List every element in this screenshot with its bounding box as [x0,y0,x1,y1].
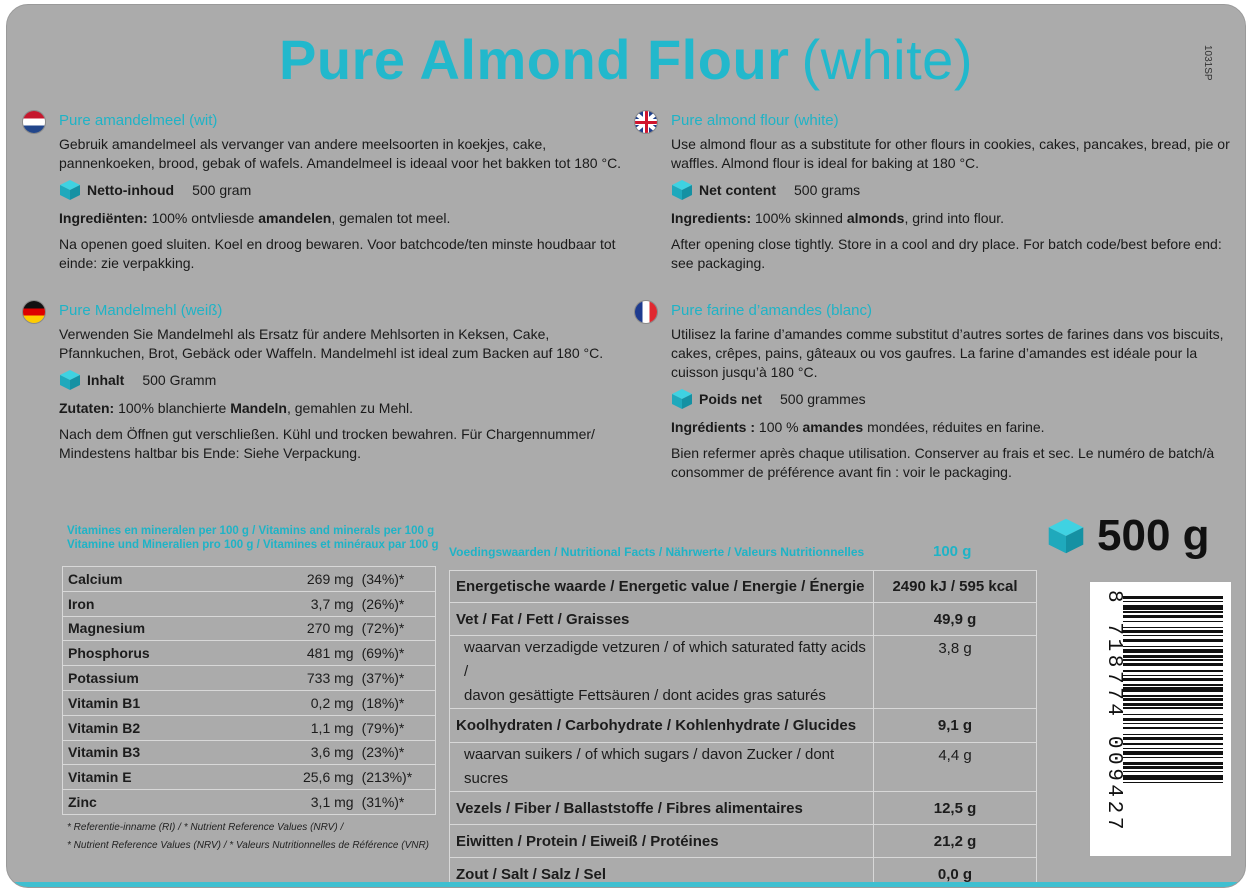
vitamin-percent: (34%)* [358,567,436,592]
product-label [6,4,1246,888]
vitamin-row [63,641,436,666]
vitamin-amount: 0,2 mg [262,690,358,715]
vitamin-percent: (31%)* [358,790,436,815]
fr-ingredients [671,418,1241,437]
nutrition-header: Voedingswaarden / Nutritional Facts / Nährwerte / Valeurs Nutritionnelles [449,545,865,559]
vitamin-amount: 3,7 mg [262,591,358,616]
salt-label: Zout / Salt / Salz / Sel [450,858,874,889]
nl-storage: Na openen goed sluiten. Koel en droog bewaren. Voor batchcode/ten minste houdbaar tot einde: zie verpakking. [59,236,616,271]
vitamin-percent: (69%)* [358,641,436,666]
flag-nl-icon [23,111,45,133]
protein-value: 21,2 g [874,825,1037,858]
de-ingredients-label: Zutaten: [59,400,115,416]
vitamin-row [63,690,436,715]
vitamin-row [63,790,436,815]
weight-value: 500 g [1097,511,1210,560]
nutrition-table [449,570,1037,888]
nutrition-row-carbs [450,709,1037,743]
nl-description: Gebruik amandelmeel als vervanger van andere meelsoorten in koekjes, cake, pannenkoeken, brood, gebak of wafels. Amandelmeel is ideaal voor het bakken tot 180 °C. [59,136,622,171]
nutrition-row-saturated [450,636,1037,709]
fat-label: Vet / Fat / Fett / Graisses [450,603,874,636]
fr-description: Utilisez la farine d’amandes comme substitut d’autres sortes de farines dans vos biscuits, cakes, crêpes, pains, gâteaux ou vos gaufres. La farine d’amandes est idéale pour la cuisson jusqu’à 180 °C. [671,326,1224,380]
saturated-label [450,636,874,709]
flag-fr-icon [635,301,657,323]
nl-ingredients-bold: amandelen [258,210,332,226]
fiber-label: Vezels / Fiber / Ballaststoffe / Fibres alimentaires [450,792,874,825]
energy-value: 2490 kJ / 595 kcal [874,571,1037,603]
vitamin-row [63,765,436,790]
en-ingredients-label: Ingredients: [671,210,752,226]
fr-title: Pure farine d’amandes (blanc) [671,302,872,319]
carbs-label: Koolhydraten / Carbohydrate / Kohlenhydrate / Glucides [450,709,874,743]
nl-content [59,180,629,200]
en-content-label: Net content [699,181,776,198]
cube-icon [1047,517,1085,555]
en-content [671,180,1241,200]
vitamin-percent: (23%)* [358,740,436,765]
section-nl [59,111,629,280]
nutrition-row-fat [450,603,1037,636]
reference-note-1: * Referentie-inname (RI) / * Nutrient Reference Values (NRV) / [67,822,344,833]
fr-ingredients-bold: amandes [802,419,864,435]
nl-title: Pure amandelmeel (wit) [59,112,218,129]
de-ingredients-bold: Mandeln [230,400,287,416]
lot-code: 1031SP [1202,45,1213,81]
vitamin-amount: 3,6 mg [262,740,358,765]
nutrition-row-sugars [450,743,1037,792]
nl-content-value: 500 gram [192,181,252,198]
saturated-value: 3,8 g [874,636,1037,709]
vitamin-name: Potassium [63,666,262,691]
vitamin-amount: 269 mg [262,567,358,592]
en-ingredients [671,209,1241,228]
fr-content-label: Poids net [699,390,763,407]
title-bold: Pure Almond Flour [279,28,790,91]
de-content-label: Inhalt [87,371,125,388]
cube-icon [59,369,81,391]
vitamin-row [63,740,436,765]
reference-note-2: * Nutrient Reference Values (NRV) / * Valeurs Nutritionnelles de Référence (VNR) [67,840,430,851]
reference-notes [67,819,429,855]
barcode-bar [1123,783,1223,786]
vitamin-row [63,567,436,592]
nl-ingredients-pre: 100% ontvliesde [151,210,255,226]
nl-ingredients-label: Ingrediënten: [59,210,148,226]
net-weight [1047,511,1210,561]
section-de [59,301,629,470]
bottom-accent-strip [7,882,1245,887]
title-light: (white) [801,28,973,91]
de-title: Pure Mandelmehl (weiß) [59,302,223,319]
flag-de-icon [23,301,45,323]
de-content-value: 500 Gramm [142,371,217,388]
de-storage: Nach dem Öffnen gut verschließen. Kühl und trocken bewahren. Für Chargennummer/ Mindestens haltbar bis Ende: Siehe Verpackung. [59,426,595,461]
nutrition-row-fiber [450,792,1037,825]
de-ingredients-post: , gemahlen zu Mehl. [286,400,414,416]
vitamins-table [62,566,436,815]
de-ingredients [59,399,629,418]
vitamin-name: Vitamin B1 [63,690,262,715]
barcode-bars [1123,596,1223,840]
cube-icon [671,179,693,201]
vitamin-name: Phosphorus [63,641,262,666]
vitamin-row [63,591,436,616]
vitamin-percent: (72%)* [358,616,436,641]
en-ingredients-pre: 100% skinned [755,210,843,226]
vitamin-percent: (79%)* [358,715,436,740]
vitamin-amount: 25,6 mg [262,765,358,790]
vitamin-name: Zinc [63,790,262,815]
cube-icon [671,388,693,410]
vitamin-percent: (37%)* [358,666,436,691]
saturated-label-line2: davon gesättigte Fettsäuren / dont acides gras saturés [464,687,826,704]
en-content-value: 500 grams [794,181,861,198]
vitamin-name: Vitamin B3 [63,740,262,765]
cube-icon [59,179,81,201]
de-content [59,370,629,390]
vitamin-percent: (18%)* [358,690,436,715]
vitamins-header [67,524,439,552]
vitamin-name: Calcium [63,567,262,592]
nl-ingredients-post: , gemalen tot meel. [331,210,451,226]
vitamins-header-line1: Vitamines en mineralen per 100 g / Vitamins and minerals per 100 g [67,525,435,537]
barcode-digits: 8 718774 009427 [1102,590,1125,834]
en-ingredients-bold: almonds [846,210,905,226]
sugars-label: waarvan suikers / of which sugars / davon Zucker / dont sucres [450,743,874,792]
section-fr [671,301,1241,489]
sugars-value: 4,4 g [874,743,1037,792]
flag-uk-icon [635,111,657,133]
fr-ingredients-pre: 100 % [758,419,799,435]
vitamin-name: Vitamin B2 [63,715,262,740]
salt-value: 0,0 g [874,858,1037,889]
en-storage: After opening close tightly. Store in a cool and dry place. For batch code/best before end: see packaging. [671,236,1222,271]
vitamin-amount: 733 mg [262,666,358,691]
en-title: Pure almond flour (white) [671,112,839,129]
vitamin-name: Iron [63,591,262,616]
protein-label: Eiwitten / Protein / Eiweiß / Protéines [450,825,874,858]
vitamin-percent: (213%)* [358,765,436,790]
fr-ingredients-post: mondées, réduites en farine. [863,419,1045,435]
saturated-label-line1: waarvan verzadigde vetzuren / of which saturated fatty acids / [464,639,866,680]
de-ingredients-pre: 100% blanchierte [118,400,227,416]
vitamin-amount: 481 mg [262,641,358,666]
nl-content-label: Netto-inhoud [87,181,175,198]
nutrition-column-header: 100 g [933,543,972,560]
nutrition-row-energy [450,571,1037,603]
vitamin-name: Vitamin E [63,765,262,790]
vitamin-row [63,715,436,740]
vitamin-amount: 1,1 mg [262,715,358,740]
section-en [671,111,1241,280]
fr-ingredients-label: Ingrédients : [671,419,756,435]
energy-label: Energetische waarde / Energetic value / Energie / Énergie [450,571,874,603]
vitamin-row [63,666,436,691]
en-ingredients-post: , grind into flour. [904,210,1005,226]
nl-ingredients [59,209,629,228]
fr-content-value: 500 grammes [780,390,866,407]
fiber-value: 12,5 g [874,792,1037,825]
carbs-value: 9,1 g [874,709,1037,743]
fr-storage: Bien refermer après chaque utilisation. Conserver au frais et sec. Le numéro de batch/à consommer de préférence avant fin : voir le packaging. [671,445,1215,480]
vitamin-row [63,616,436,641]
vitamin-percent: (26%)* [358,591,436,616]
fr-content [671,389,1241,409]
vitamin-amount: 270 mg [262,616,358,641]
barcode [1089,581,1232,857]
de-description: Verwenden Sie Mandelmehl als Ersatz für andere Mehlsorten in Keksen, Cake, Pfannkuchen, Brot, Gebäck oder Waffeln. Mandelmehl ist ideal zum Backen auf 180 °C. [59,326,604,361]
en-description: Use almond flour as a substitute for other flours in cookies, cakes, pancakes, bread, pie or waffles. Almond flour is ideal for baking at 180 °C. [671,136,1230,171]
nutrition-row-protein [450,825,1037,858]
fat-value: 49,9 g [874,603,1037,636]
vitamins-header-line2: Vitamine und Mineralien pro 100 g / Vitamines et minéraux par 100 g [67,539,439,551]
product-title [7,27,1245,92]
vitamin-name: Magnesium [63,616,262,641]
vitamin-amount: 3,1 mg [262,790,358,815]
